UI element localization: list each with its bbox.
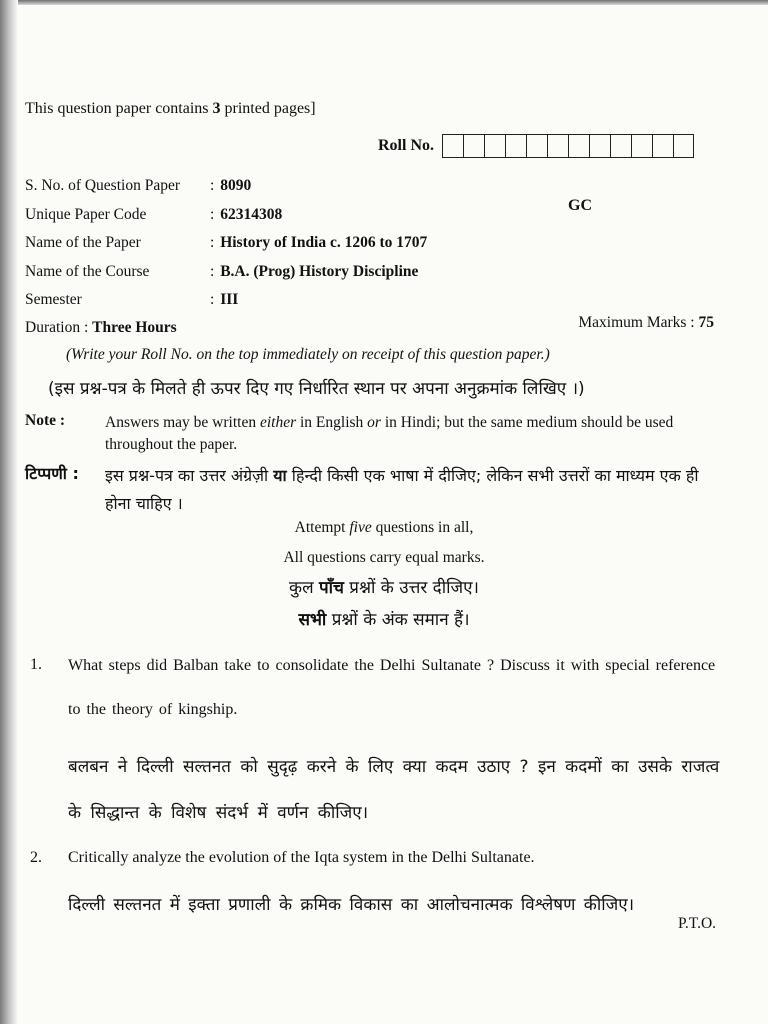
question-1-hindi: बलबन ने दिल्ली सल्तनत को सुदृढ़ करने के लिए क्या कदम उठाए ? इन कदमों का उसके राजत्व के सिद्धान्त के विशेष संदर्भ में वर्णन कीजिए। bbox=[68, 757, 720, 823]
note-label: Note : bbox=[25, 412, 66, 429]
roll-number-box bbox=[673, 134, 694, 158]
roll-number-box bbox=[484, 134, 505, 158]
roll-number-box bbox=[589, 134, 610, 158]
roll-number-field bbox=[378, 134, 694, 158]
roll-number-box bbox=[652, 134, 673, 158]
meta-value: : B.A. (Prog) History Discipline bbox=[210, 263, 418, 281]
tippani-text: इस प्रश्न-पत्र का उत्तर अंग्रेज़ी या हिन्दी किसी एक भाषा में दीजिए; लेकिन सभी उत्तरों का माध्यम एक ही होना चाहिए । bbox=[105, 466, 699, 513]
roll-number-box bbox=[568, 134, 589, 158]
roll-number-box bbox=[610, 134, 631, 158]
attempt-instruction-hindi: कुल पाँच प्रश्नों के उत्तर दीजिए। bbox=[289, 578, 479, 598]
roll-number-box bbox=[526, 134, 547, 158]
pto-label: P.T.O. bbox=[678, 915, 717, 932]
meta-label: Semester bbox=[25, 291, 82, 309]
equal-marks-instruction-hindi: सभी प्रश्नों के अंक समान हैं। bbox=[298, 610, 470, 630]
question-text-english: Critically analyze the evolution of the Iqta system in the Delhi Sultanate. bbox=[68, 849, 535, 866]
roll-number-boxes bbox=[442, 134, 694, 158]
paper-details bbox=[25, 172, 427, 315]
meta-row-paper-code bbox=[25, 201, 427, 230]
meta-row-serial bbox=[25, 172, 427, 201]
meta-label: Name of the Paper bbox=[25, 234, 141, 252]
tippani-label: टिप्पणी : bbox=[25, 464, 79, 483]
meta-row-course bbox=[25, 258, 427, 287]
roll-number-label: Roll No. bbox=[378, 137, 434, 154]
meta-row-semester bbox=[25, 286, 427, 315]
roll-number-box bbox=[547, 134, 568, 158]
roll-number-box bbox=[463, 134, 484, 158]
gc-code: GC bbox=[568, 197, 592, 214]
duration: Duration : Three Hours bbox=[25, 319, 177, 336]
note-text: Answers may be written either in English or in Hindi; but the same medium should be used throughout the paper. bbox=[105, 414, 674, 453]
meta-value: : III bbox=[210, 291, 238, 309]
maximum-marks: Maximum Marks : 75 bbox=[578, 314, 714, 331]
scan-top-edge bbox=[0, 0, 768, 5]
question-2-hindi: दिल्ली सल्तनत में इक्ता प्रणाली के क्रमिक विकास का आलोचनात्मक विश्लेषण कीजिए। bbox=[68, 895, 635, 915]
roll-number-box bbox=[442, 134, 463, 158]
meta-value: : History of India c. 1206 to 1707 bbox=[210, 234, 427, 252]
scan-binding-edge bbox=[0, 0, 18, 1024]
meta-value: : 62314308 bbox=[210, 206, 282, 224]
question-text-english: What steps did Balban take to consolidate the Delhi Sultanate ? Discuss it with special reference to the theory of kingship. bbox=[68, 657, 716, 718]
meta-label: Unique Paper Code bbox=[25, 205, 147, 223]
meta-label: Name of the Course bbox=[25, 262, 150, 280]
attempt-instruction: Attempt five questions in all, bbox=[294, 519, 474, 536]
equal-marks-instruction: All questions carry equal marks. bbox=[283, 549, 485, 566]
question-number: 2. bbox=[30, 849, 42, 866]
instruction-english: (Write your Roll No. on the top immediately on receipt of this question paper.) bbox=[66, 346, 550, 363]
meta-row-paper-name bbox=[25, 229, 427, 258]
meta-label: S. No. of Question Paper bbox=[25, 177, 180, 195]
meta-value: : 8090 bbox=[210, 177, 251, 195]
question-number: 1. bbox=[30, 656, 42, 673]
instruction-hindi: (इस प्रश्न-पत्र के मिलते ही ऊपर दिए गए निर्धारित स्थान पर अपना अनुक्रमांक लिखिए ।) bbox=[48, 379, 585, 399]
roll-number-box bbox=[505, 134, 526, 158]
pages-note: This question paper contains 3 printed pages] bbox=[25, 100, 316, 117]
roll-number-box bbox=[631, 134, 652, 158]
